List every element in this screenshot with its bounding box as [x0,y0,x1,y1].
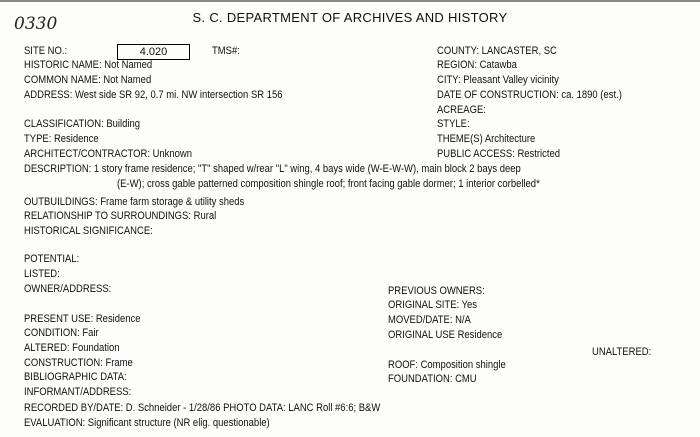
potential: POTENTIAL: [24,253,80,265]
foundation: FOUNDATION: CMU [388,373,477,385]
acreage: ACREAGE: [437,104,486,116]
historical-significance: HISTORICAL SIGNIFICANCE: [24,225,153,237]
architect-contractor: ARCHITECT/CONTRACTOR: Unknown [24,148,193,160]
date-of-construction: DATE OF CONSTRUCTION: ca. 1890 (est.) [437,89,622,101]
style: STYLE: [437,118,470,130]
present-use: PRESENT USE: Residence [24,313,141,325]
listed: LISTED: [24,268,60,280]
site-no-label: SITE NO.: [24,45,68,57]
construction: CONSTRUCTION: Frame [24,357,133,369]
outbuildings: OUTBUILDINGS: Frame farm storage & utility sheds [24,196,245,208]
description-line-2: (E-W); cross gable patterned composition shingle roof; front facing gable dormer; 1 interior corbelled* [117,178,540,190]
moved-date: MOVED/DATE: N/A [388,314,471,326]
type: TYPE: Residence [24,133,99,145]
handwritten-card-number: 0330 [14,14,58,34]
evaluation: EVALUATION: Significant structure (NR elig. questionable) [24,417,270,429]
roof: ROOF: Composition shingle [388,359,506,371]
recorded-by-date: RECORDED BY/DATE: D. Schneider - 1/28/86 PHOTO DATA: LANC Roll #6:6; B&W [24,402,381,414]
region: REGION: Catawba [437,59,517,71]
relationship-to-surroundings: RELATIONSHIP TO SURROUNDINGS: Rural [24,210,217,222]
public-access: PUBLIC ACCESS: Restricted [437,148,561,160]
original-site: ORIGINAL SITE: Yes [388,299,478,311]
altered: ALTERED: Foundation [24,342,120,354]
description-line-1: DESCRIPTION: 1 story frame residence; "T" shaped w/rear "L" wing, 4 bays wide (W-E-W-W), main block 2 bays deep [24,163,521,175]
owner-address: OWNER/ADDRESS: [24,283,112,295]
previous-owners: PREVIOUS OWNERS: [388,285,485,297]
tms-label: TMS#: [212,45,240,57]
site-no-field: 4.020 [117,44,190,60]
county: COUNTY: LANCASTER, SC [437,45,557,57]
address: ADDRESS: West side SR 92, 0.7 mi. NW intersection SR 156 [24,89,283,101]
themes: THEME(S) Architecture [437,133,536,145]
informant-address: INFORMANT/ADDRESS: [24,386,132,398]
condition: CONDITION: Fair [24,327,99,339]
page-title: S. C. DEPARTMENT OF ARCHIVES AND HISTORY [192,10,508,25]
historic-name: HISTORIC NAME: Not Named [24,59,153,71]
common-name: COMMON NAME: Not Named [24,74,152,86]
bibliographic-data: BIBLIOGRAPHIC DATA: [24,371,127,383]
unaltered: UNALTERED: [592,346,652,358]
original-use: ORIGINAL USE Residence [388,329,503,341]
city: CITY: Pleasant Valley vicinity [437,74,559,86]
classification: CLASSIFICATION: Building [24,118,141,130]
